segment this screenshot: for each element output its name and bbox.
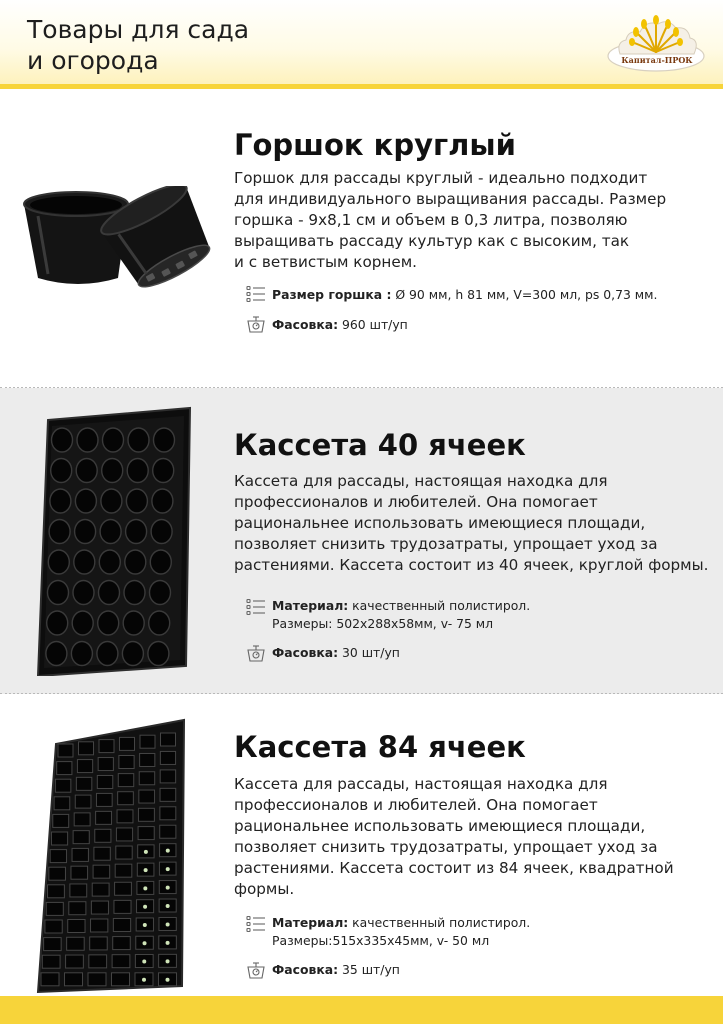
list-icon <box>246 915 266 933</box>
description-line: рациональнее использовать имеющиеся площади, <box>234 817 646 835</box>
spec-material <box>272 597 530 614</box>
spec-material-label: Материал: <box>272 915 349 930</box>
page-header <box>0 0 723 88</box>
description-line: профессионалов и любителей. Она помогает <box>234 796 598 814</box>
description-line: профессионалов и любителей. Она помогает <box>234 493 598 511</box>
pack-value: 35 шт/уп <box>338 962 400 977</box>
page-title <box>27 14 249 76</box>
product-title-cassette-84: Кассета 84 ячеек <box>234 730 526 764</box>
description-line: позволяет снизить трудозатраты, упрощает уход за <box>234 535 658 553</box>
pack-label: Фасовка: <box>272 962 339 977</box>
company-logo <box>606 12 706 78</box>
round-pot-image <box>18 186 214 290</box>
scale-icon <box>246 961 266 979</box>
spec-size-value: Ø 90 мм, h 81 мм, V=300 мл, ps 0,73 мм. <box>391 287 658 302</box>
description-line: горшка - 9х8,1 см и объем в 0,3 литра, позволяю <box>234 211 628 229</box>
spec-material-label: Материал: <box>272 598 349 613</box>
product-description-cassette-40 <box>234 471 708 576</box>
description-line: растениями. Кассета состоит из 84 ячеек, квадратной <box>234 859 674 877</box>
description-line: для индивидуального выращивания рассады. Размер <box>234 190 667 208</box>
description-line: Кассета для рассады, настоящая находка для <box>234 472 608 490</box>
pack-info <box>272 961 400 978</box>
scale-icon <box>246 315 266 333</box>
description-line: позволяет снизить трудозатраты, упрощает уход за <box>234 838 658 856</box>
pack-label: Фасовка: <box>272 317 339 332</box>
pack-value: 960 шт/уп <box>338 317 408 332</box>
description-line: формы. <box>234 880 295 898</box>
spec-size-label: Размер горшка : <box>272 287 392 302</box>
spec-dimensions: Размеры: 502х288х58мм, v- 75 мл <box>272 616 494 631</box>
product-description-cassette-84 <box>234 774 674 900</box>
description-line: растениями. Кассета состоит из 40 ячеек, круглой формы. <box>234 556 709 574</box>
spec-material <box>272 914 530 931</box>
footer-accent-bar <box>0 996 723 1024</box>
product-title-cassette-40: Кассета 40 ячеек <box>234 428 526 462</box>
description-line: рациональнее использовать имеющиеся площади, <box>234 514 646 532</box>
product-description-pot <box>234 168 666 273</box>
description-line: и с ветвистым корнем. <box>234 253 417 271</box>
description-line: Горшок для рассады круглый - идеально подходит <box>234 169 648 187</box>
pack-label: Фасовка: <box>272 645 339 660</box>
list-icon <box>246 598 266 616</box>
cassette-84-image <box>34 714 192 996</box>
cassette-40-image <box>34 404 194 676</box>
pack-info <box>272 316 408 333</box>
list-icon <box>246 285 266 303</box>
spec-material-value: качественный полистирол. <box>348 598 531 613</box>
spec-material-value: качественный полистирол. <box>348 915 531 930</box>
product-title-pot: Горшок круглый <box>234 128 516 162</box>
description-line: выращивать рассаду культур как с высоким, так <box>234 232 630 250</box>
page-title-line1: Товары для сада <box>27 15 250 44</box>
pack-value: 30 шт/уп <box>338 645 400 660</box>
logo-text: Капитал-ПРОК <box>621 55 693 65</box>
spec-dimensions: Размеры:515х335х45мм, v- 50 мл <box>272 933 490 948</box>
spec-size <box>272 286 657 303</box>
scale-icon <box>246 644 266 662</box>
description-line: Кассета для рассады, настоящая находка для <box>234 775 608 793</box>
page-title-line2: и огорода <box>27 46 159 75</box>
pack-info <box>272 644 400 661</box>
